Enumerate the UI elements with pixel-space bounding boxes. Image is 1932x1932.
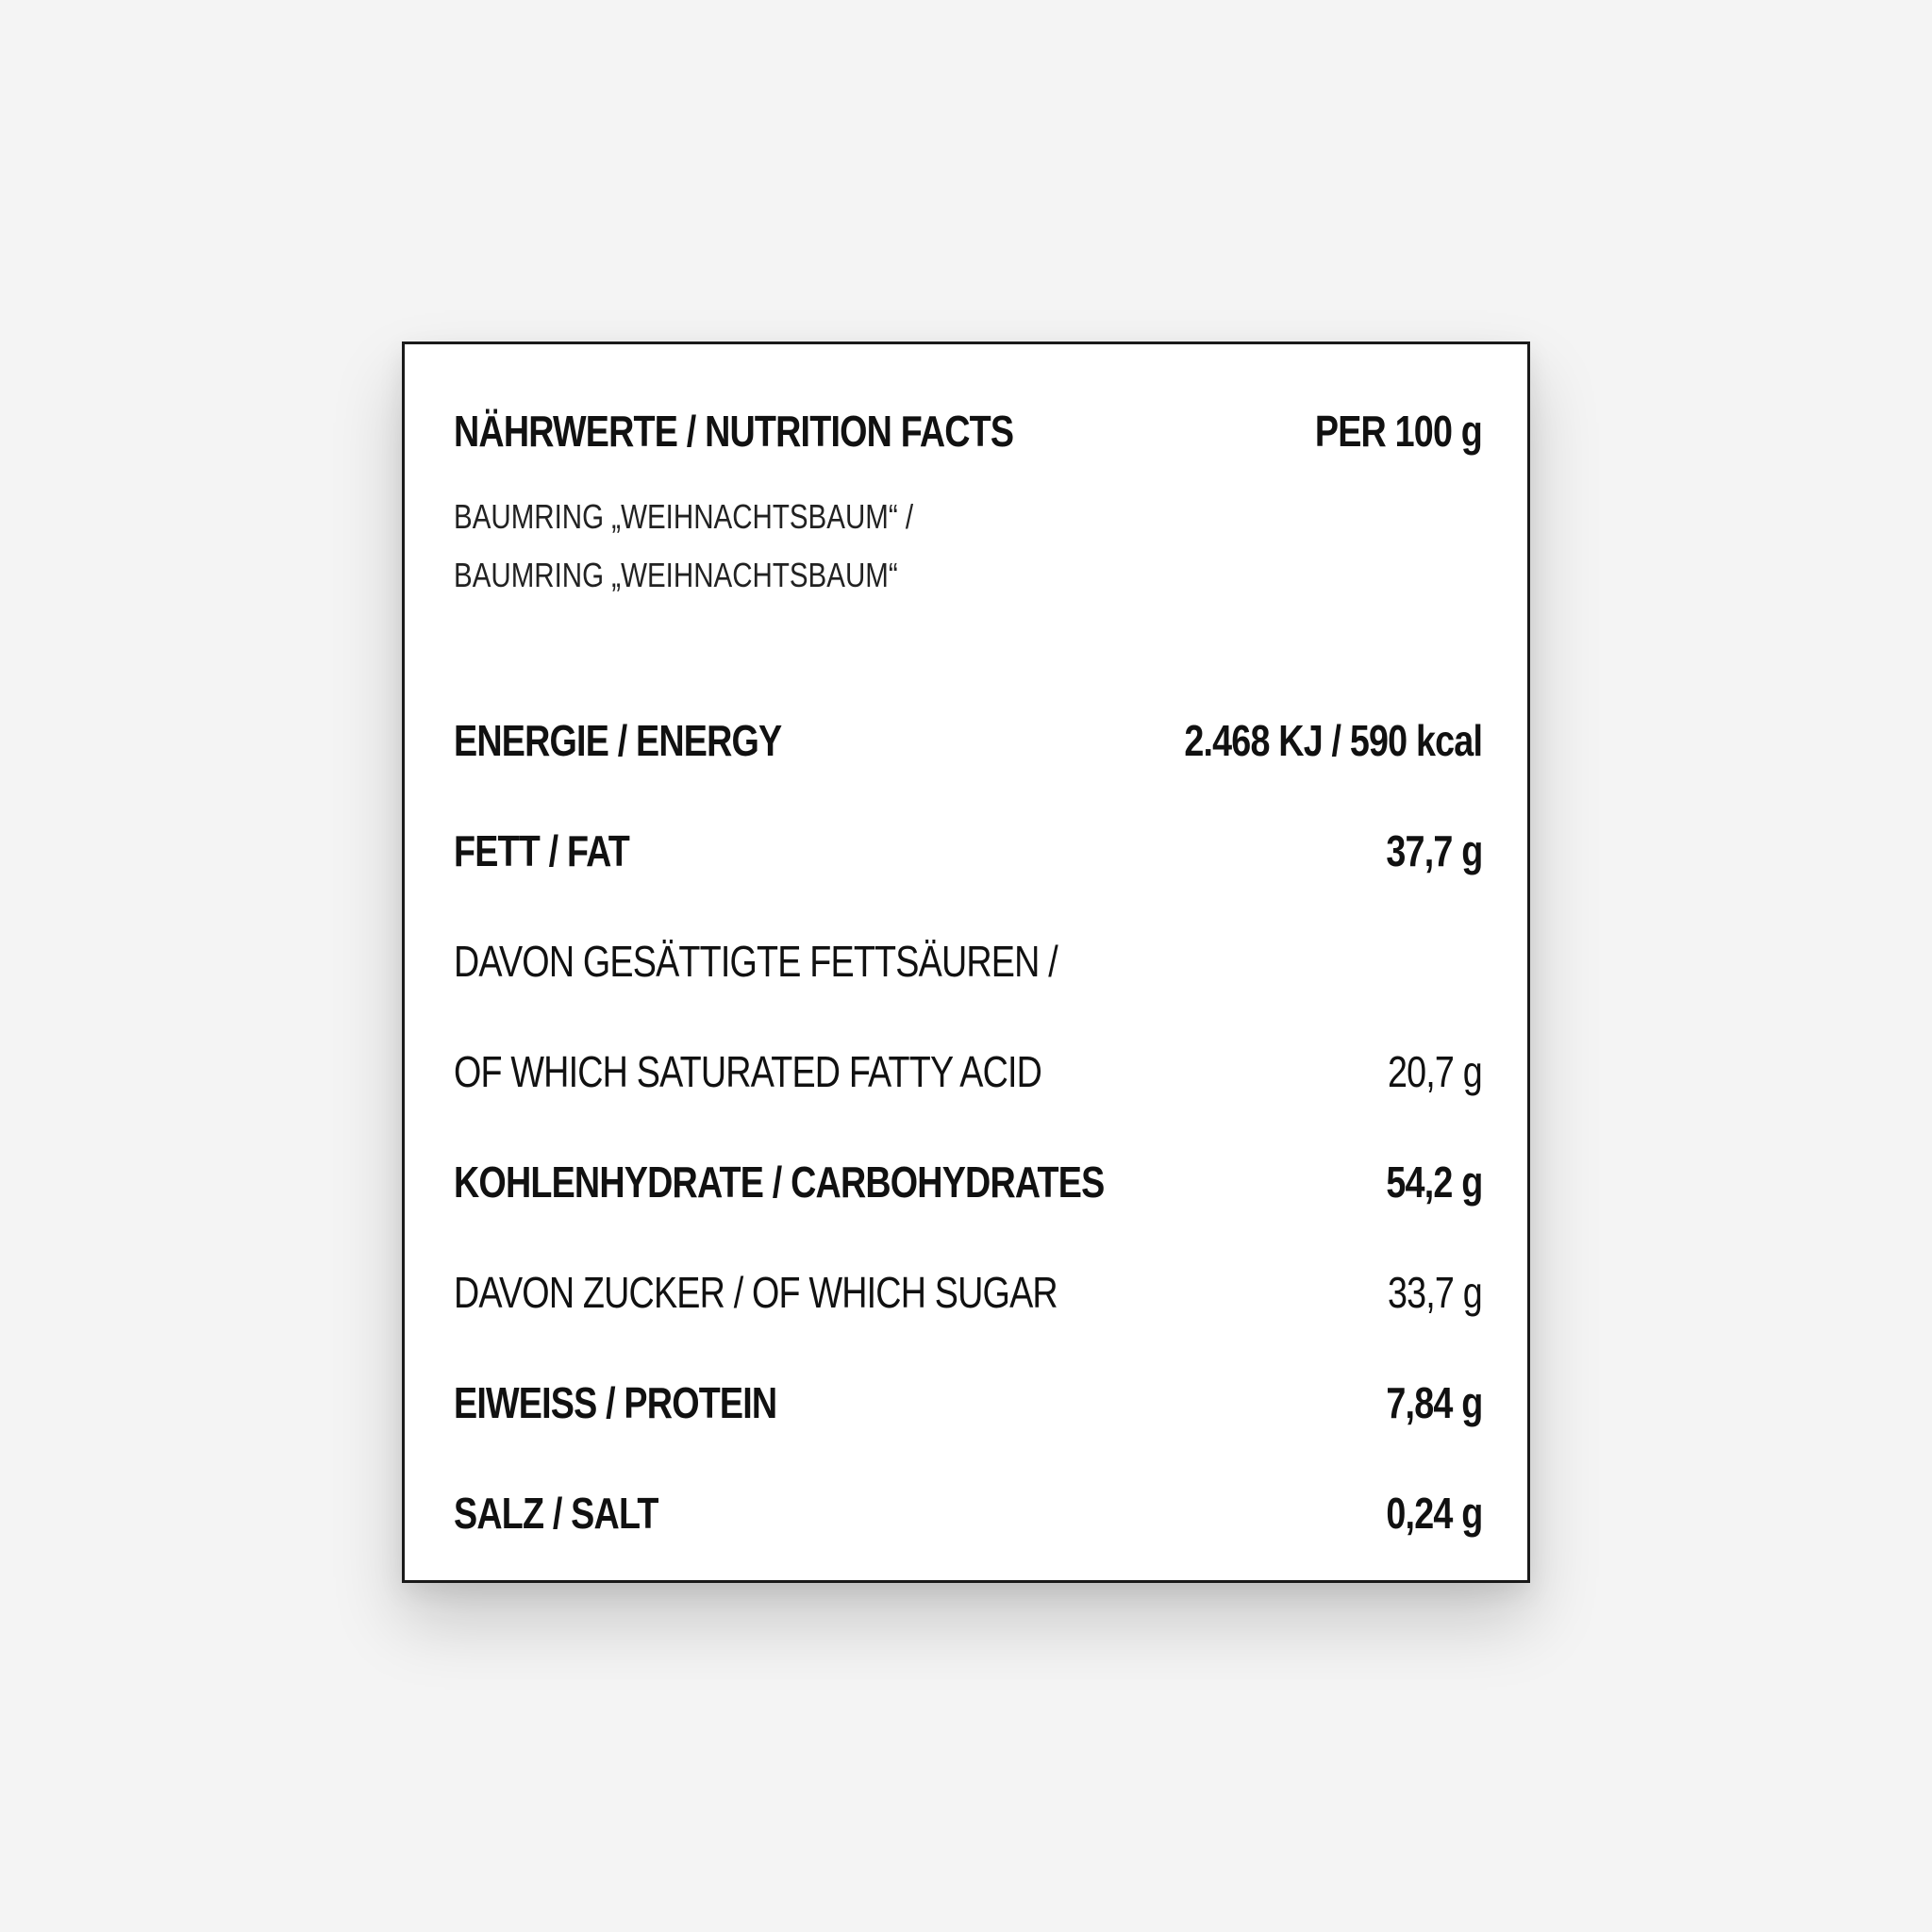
salt-row <box>454 1485 1482 1541</box>
saturated-fat-row <box>454 1043 1482 1100</box>
saturated-fat-row-de <box>454 933 1482 990</box>
saturated-fat-label-de: DAVON GESÄTTIGTE FETTSÄUREN / <box>454 937 1058 986</box>
sugar-label: DAVON ZUCKER / OF WHICH SUGAR <box>454 1268 1058 1317</box>
carbohydrates-label: KOHLENHYDRATE / CARBOHYDRATES <box>454 1158 1105 1207</box>
energy-label: ENERGIE / ENERGY <box>454 716 782 765</box>
fat-value: 37,7 g <box>1385 826 1482 875</box>
salt-label: SALZ / SALT <box>454 1489 658 1538</box>
sugar-row <box>454 1264 1482 1321</box>
nutrition-title: NÄHRWERTE / NUTRITION FACTS <box>454 407 1014 456</box>
energy-row <box>454 712 1482 769</box>
salt-value: 0,24 g <box>1385 1489 1482 1538</box>
protein-row <box>454 1374 1482 1431</box>
protein-value: 7,84 g <box>1385 1378 1482 1427</box>
product-name-line-1: BAUMRING „WEIHNACHTSBAUM“ / <box>454 497 914 536</box>
per-100g-label: PER 100 g <box>1314 407 1482 456</box>
product-name <box>454 488 1014 605</box>
saturated-fat-value: 20,7 g <box>1388 1047 1482 1096</box>
fat-row <box>454 823 1482 879</box>
energy-value: 2.468 KJ / 590 kcal <box>1184 716 1482 765</box>
header-row <box>454 403 1482 459</box>
fat-label: FETT / FAT <box>454 826 629 875</box>
protein-label: EIWEISS / PROTEIN <box>454 1378 777 1427</box>
saturated-fat-label-en: OF WHICH SATURATED FATTY ACID <box>454 1047 1042 1096</box>
nutrition-facts-card <box>402 341 1530 1583</box>
sugar-value: 33,7 g <box>1388 1268 1482 1317</box>
carbohydrates-value: 54,2 g <box>1385 1158 1482 1207</box>
carbohydrates-row <box>454 1154 1482 1210</box>
product-name-line-2: BAUMRING „WEIHNACHTSBAUM“ <box>454 556 898 594</box>
